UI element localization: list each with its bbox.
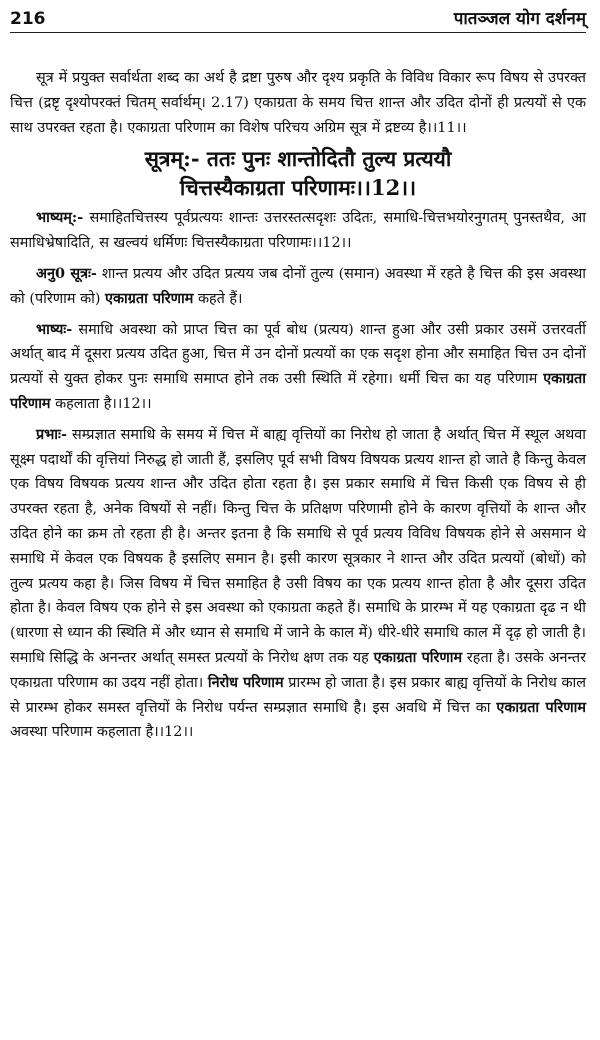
anu-sutra-paragraph xyxy=(10,262,586,312)
prabha-text-3: प्रारम्भ हो जाता है। इस प्रकार बाह्य वृत्तियों के निरोध काल से प्रारम्भ होकर समस्त वृत्तियों के निरोध पर्यन्त सम्प्रज्ञात समाधि है। इस अवधि में चित्त का xyxy=(10,674,587,716)
bhashya-text-before: समाधि अवस्था को प्राप्त चित्त का पूर्व बोध (प्रत्यय) शान्त हुआ और उसी प्रकार उसमें उत्तरवर्ती अर्थात् बाद में दूसरा प्रत्यय उदित हुआ, चित्त में उन दोनों प्रत्ययों का एक सदृश होना और समाहित चित्त उन दोनों प्रत्ययों से युक्त होकर पुनः समाधि समाप्त होने तक उसी स्थिति में रहेगा। धर्मी चित्त का यह परिणाम xyxy=(10,321,586,388)
anu-sutra-bold: एकाग्रता परिणाम xyxy=(105,289,194,307)
bhashya-label: भाष्यः- xyxy=(36,320,73,338)
prabha-paragraph xyxy=(10,423,586,745)
prabha-label: प्रभाः- xyxy=(36,425,67,443)
prabha-bold-1: एकाग्रता परिणाम xyxy=(373,648,463,666)
anu-sutra-label: अनु0 सूत्रः- xyxy=(36,264,97,282)
bhashya-bold: एकाग्रता परिणाम xyxy=(10,370,586,412)
book-title: पातञ्जल योग दर्शनम् xyxy=(453,9,586,29)
bhashyam-label: भाष्यम्:- xyxy=(36,209,84,227)
prabha-text-2: रहता है। उसके अनन्तर एकाग्रता परिणाम का उदय नहीं होता। xyxy=(10,649,586,691)
prabha-text-1: सम्प्रज्ञात समाधि के समय में चित्त में बाह्य वृत्तियों का निरोध हो जाता है अर्थात् चित्त में स्थूल अथवा सूक्ष्म पदार्थों की वृत्तियां निरुद्ध हो जाती हैं, इसलिए पूर्व सभी विषय विषयक प्रत्यय शान्त हो जाते है किन्तु केवल एक विषय विषयक प्रत्यय शान्त और उदित होता रहता है। इस प्रकार समाधि में चित्त किसी एक विषय से ही उपरक्त रहता है, अनेक विषयों से नहीं। किन्तु चित्त के प्रतिक्षण परिणामी होने के कारण वृत्तियों के शान्त और उदित होने का क्रम तो रहता ही है। अन्तर इतना है कि समाधि से पूर्व प्रत्यय विविध विषयक होने से असमान थे समाधि में केवल एक विषयक है इसलिए समान है। इसी कारण सूत्रकार ने शान्त और उदित प्रत्ययों (बोधों) को तुल्य प्रत्यय कहा है। जिस विषय में चित्त समाहित है उसी विषय का एक प्रत्यय शान्त होता है और दूसरा उदित होता है। केवल विषय एक होने से इस अवस्था को एकाग्रता कहते हैं। समाधि के प्रारम्भ में यह एकाग्रता दृढ न थी (धारणा से ध्यान की स्थिति में और ध्यान से समाधि में जाने के काल में) धीरे-धीरे समाधि काल में दृढ़ हो जाती है। समाधि सिद्धि के अनन्तर अर्थात् समस्त प्रत्ययों के निरोध क्षण तक यह xyxy=(10,426,586,666)
bhashya-text-after: कहलाता है।।12।। xyxy=(50,395,152,412)
page-header xyxy=(10,6,586,33)
sutra-heading xyxy=(10,144,586,202)
prabha-text-4: अवस्था परिणाम कहलाता है।।12।। xyxy=(10,724,194,741)
intro-paragraph: सूत्र में प्रयुक्त सर्वार्थता शब्द का अर्थ है द्रष्टा पुरुष और दृश्य प्रकृति के विविध विकार रूप विषय से उपरक्त चित्त (द्रष्टृ दृश्योपरक्तं चितम् सर्वार्थम्। 2.17) एकाग्रता के समय चित्त शान्त और उदित दोनों ही प्रत्ययों से एक साथ उपरक्त रहता है। एकाग्रता परिणाम का विशेष परिचय अग्रिम सूत्र में द्रष्टव्य है।।11।। xyxy=(10,70,586,136)
bhashyam-text: समाहितचित्तस्य पूर्वप्रत्ययः शान्तः उत्तरस्तत्सदृशः उदितः, समाधि-चित्तभयोरनुगतम् पुनस्तथैव, आ समाधिभ्रेषादिति, स खल्वयं धर्मिणः चित्तस्यैकाग्रता परिणामः।।12।। xyxy=(10,210,586,252)
prabha-bold-2: निरोध परिणाम xyxy=(207,673,284,691)
anu-sutra-text-before: शान्त प्रत्यय और उदित प्रत्यय जब दोनों तुल्य (समान) अवस्था में रहते है चित्त की इस अवस्था को (परिणाम को) xyxy=(10,265,586,307)
sutra-line-1: सूत्रम्:- ततः पुनः शान्तोदितौ तुल्य प्रत्ययौ xyxy=(144,146,452,172)
sutra-line-2: चित्तस्यैकाग्रता परिणामः।।12।। xyxy=(179,175,417,201)
page-number: 216 xyxy=(10,9,46,29)
prabha-bold-3: एकाग्रता परिणाम xyxy=(496,698,586,716)
anu-sutra-text-after: कहते हैं। xyxy=(193,290,243,307)
bhashyam-paragraph xyxy=(10,206,586,256)
bhashya-paragraph xyxy=(10,318,586,417)
page-body xyxy=(10,66,586,747)
